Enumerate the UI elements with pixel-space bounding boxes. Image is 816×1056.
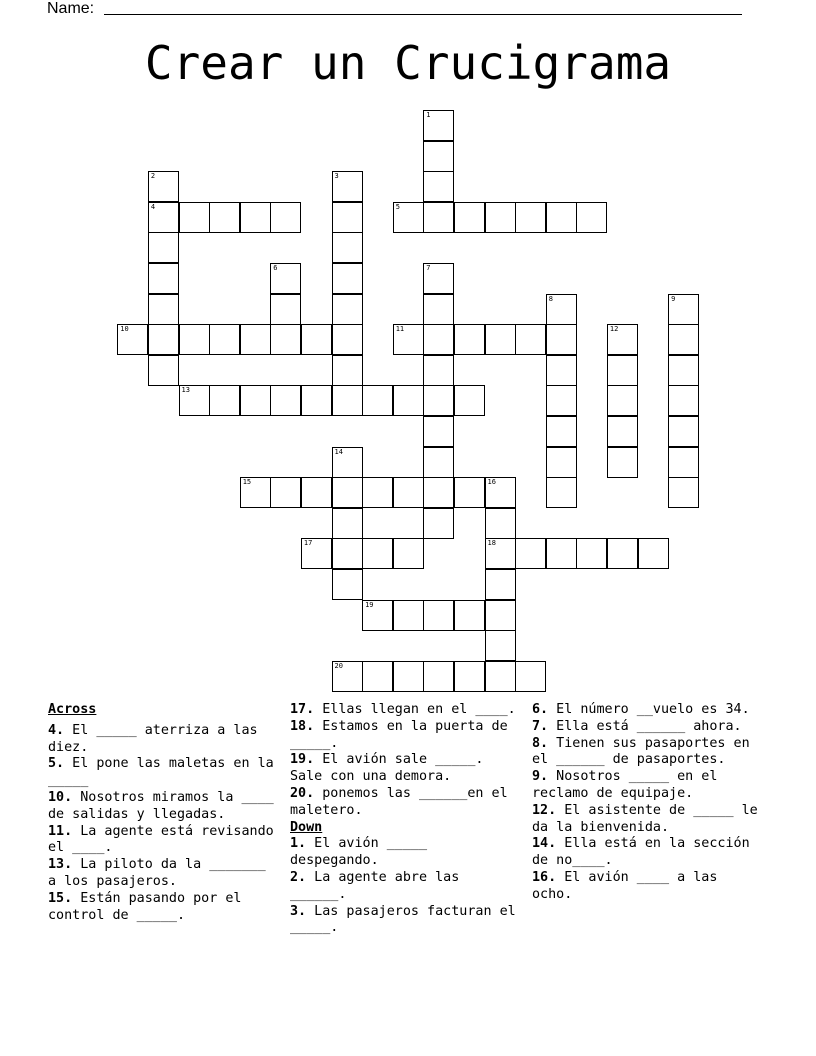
grid-cell[interactable] bbox=[332, 477, 363, 508]
grid-cell[interactable] bbox=[270, 477, 301, 508]
grid-cell[interactable] bbox=[301, 538, 332, 569]
grid-cell[interactable] bbox=[423, 600, 454, 631]
across-clue-list-continued bbox=[290, 702, 522, 820]
grid-cell[interactable] bbox=[301, 477, 332, 508]
clue-number: 18 bbox=[487, 539, 496, 548]
clue-item-text: Nosotros miramos la ____ de salidas y llegadas. bbox=[48, 789, 274, 822]
clue-item-text: La piloto da la _______ a los pasajeros. bbox=[48, 857, 266, 889]
grid-cell[interactable] bbox=[393, 661, 424, 692]
clue-item-number: 18. bbox=[290, 718, 315, 734]
clue-number: 11 bbox=[395, 325, 405, 334]
grid-cell[interactable] bbox=[668, 324, 699, 355]
clue-item bbox=[48, 756, 280, 790]
clue-item-text: El _____ aterriza a las diez. bbox=[48, 722, 258, 755]
grid-cell[interactable] bbox=[209, 324, 240, 355]
grid-cell[interactable] bbox=[270, 324, 301, 355]
grid-cell[interactable] bbox=[454, 661, 485, 692]
clue-item bbox=[48, 824, 280, 858]
grid-cell[interactable] bbox=[148, 324, 179, 355]
clue-item-number: 14. bbox=[532, 836, 557, 852]
grid-cell[interactable] bbox=[270, 263, 301, 294]
grid-cell[interactable] bbox=[332, 385, 363, 416]
grid-cell[interactable] bbox=[393, 477, 424, 508]
grid-cell[interactable] bbox=[576, 202, 607, 233]
clue-number: 4 bbox=[150, 202, 156, 211]
grid-cell[interactable] bbox=[454, 202, 485, 233]
grid-cell[interactable] bbox=[362, 661, 393, 692]
grid-cell[interactable] bbox=[485, 630, 516, 661]
clue-item bbox=[290, 836, 522, 870]
across-header: Across bbox=[48, 702, 97, 717]
clue-item-text: Estamos en la puerta de _____. bbox=[290, 718, 508, 751]
clue-number: 16 bbox=[487, 478, 496, 487]
grid-cell[interactable] bbox=[148, 202, 179, 233]
grid-cell[interactable] bbox=[332, 447, 363, 478]
clue-item bbox=[532, 702, 764, 719]
clue-item bbox=[532, 870, 764, 904]
clue-item bbox=[290, 702, 522, 719]
grid-cell[interactable] bbox=[546, 202, 577, 233]
clue-number: 14 bbox=[334, 447, 343, 456]
clue-item-text: El avión sale _____. Sale con una demora. bbox=[290, 752, 484, 785]
clue-item-text: El avión ____ a las ocho. bbox=[532, 869, 718, 902]
clue-item bbox=[290, 870, 522, 904]
grid-cell[interactable] bbox=[301, 324, 332, 355]
grid-cell[interactable] bbox=[668, 355, 699, 386]
clue-item-number: 16. bbox=[532, 869, 557, 885]
clue-number: 17 bbox=[303, 539, 313, 548]
clue-item bbox=[48, 723, 280, 757]
grid-cell[interactable] bbox=[485, 661, 516, 692]
clue-item bbox=[532, 803, 764, 837]
clue-item-number: 12. bbox=[532, 802, 557, 818]
grid-cell[interactable] bbox=[668, 385, 699, 416]
grid-cell[interactable] bbox=[148, 232, 179, 263]
clue-item-text: Están pasando por el control de _____. bbox=[48, 890, 242, 923]
grid-cell[interactable] bbox=[423, 416, 454, 447]
grid-cell[interactable] bbox=[546, 538, 577, 569]
grid-cell[interactable] bbox=[607, 447, 638, 478]
clue-item bbox=[532, 769, 764, 803]
grid-cell[interactable] bbox=[515, 661, 546, 692]
clue-item bbox=[290, 752, 522, 786]
grid-cell[interactable] bbox=[209, 385, 240, 416]
clue-number: 3 bbox=[334, 172, 339, 181]
clue-item-text: Tienen sus pasaportes en el ______ de pasaportes. bbox=[532, 735, 750, 768]
clue-item-number: 7. bbox=[532, 718, 549, 734]
grid-cell[interactable] bbox=[423, 661, 454, 692]
clue-item bbox=[290, 904, 522, 938]
grid-cell[interactable] bbox=[393, 538, 424, 569]
clue-item bbox=[532, 719, 764, 736]
down-clue-list bbox=[290, 836, 522, 937]
grid-cell[interactable] bbox=[423, 110, 454, 141]
clue-number: 12 bbox=[609, 325, 619, 334]
grid-cell[interactable] bbox=[485, 202, 516, 233]
clue-item-text: El pone las maletas en la _____ bbox=[48, 756, 274, 789]
grid-cell[interactable] bbox=[148, 171, 179, 202]
clue-item-number: 4. bbox=[48, 722, 65, 738]
clue-number: 8 bbox=[548, 294, 553, 303]
grid-cell[interactable] bbox=[485, 569, 516, 600]
clue-item-number: 5. bbox=[48, 756, 65, 772]
grid-cell[interactable] bbox=[485, 477, 516, 508]
clue-item-text: Ellas llegan en el ____. bbox=[314, 702, 516, 717]
grid-cell[interactable] bbox=[332, 232, 363, 263]
clue-item bbox=[532, 836, 764, 870]
grid-cell[interactable] bbox=[362, 385, 393, 416]
grid-cell[interactable] bbox=[668, 447, 699, 478]
clue-number: 7 bbox=[426, 264, 431, 272]
grid-cell[interactable] bbox=[485, 538, 516, 569]
grid-cell[interactable] bbox=[515, 324, 546, 355]
grid-cell[interactable] bbox=[454, 324, 485, 355]
grid-cell[interactable] bbox=[423, 508, 454, 539]
clues-column-2 bbox=[290, 702, 522, 954]
grid-cell[interactable] bbox=[240, 385, 271, 416]
clue-item-text: El número __vuelo es 34. bbox=[548, 702, 750, 717]
grid-cell[interactable] bbox=[423, 294, 454, 325]
grid-cell[interactable] bbox=[270, 385, 301, 416]
page-title: Crear un Crucigrama bbox=[144, 36, 672, 90]
grid-cell[interactable] bbox=[668, 477, 699, 508]
grid-cell[interactable] bbox=[546, 324, 577, 355]
clue-item-number: 1. bbox=[290, 836, 307, 852]
clue-item-number: 2. bbox=[290, 869, 307, 885]
grid-cell[interactable] bbox=[423, 324, 454, 355]
clue-number: 19 bbox=[365, 600, 374, 609]
grid-cell[interactable] bbox=[485, 324, 516, 355]
grid-cell[interactable] bbox=[546, 416, 577, 447]
grid-cell[interactable] bbox=[423, 202, 454, 233]
grid-cell[interactable] bbox=[332, 538, 363, 569]
grid-cell[interactable] bbox=[332, 202, 363, 233]
grid-cell[interactable] bbox=[423, 477, 454, 508]
grid-cell[interactable] bbox=[332, 508, 363, 539]
clue-number: 5 bbox=[395, 202, 400, 211]
grid-cell[interactable] bbox=[270, 202, 301, 233]
grid-cell[interactable] bbox=[454, 477, 485, 508]
clue-item-text: Las pasajeros facturan el _____. bbox=[290, 903, 516, 936]
clue-item-text: ponemos las ______en el maletero. bbox=[290, 785, 508, 818]
grid-cell[interactable] bbox=[546, 477, 577, 508]
clue-item-number: 10. bbox=[48, 789, 73, 805]
clues-column-3 bbox=[532, 702, 764, 904]
grid-cell[interactable] bbox=[423, 171, 454, 202]
grid-cell[interactable] bbox=[515, 202, 546, 233]
grid-cell[interactable] bbox=[423, 263, 454, 294]
grid-cell[interactable] bbox=[607, 385, 638, 416]
clue-item-number: 17. bbox=[290, 702, 315, 717]
grid-cell[interactable] bbox=[240, 202, 271, 233]
grid-cell[interactable] bbox=[546, 294, 577, 325]
grid-cell[interactable] bbox=[240, 324, 271, 355]
clue-number: 1 bbox=[426, 111, 431, 119]
clue-item-number: 11. bbox=[48, 823, 73, 839]
grid-cell[interactable] bbox=[148, 263, 179, 294]
clue-item-text: Ella está ______ ahora. bbox=[548, 718, 742, 734]
grid-cell[interactable] bbox=[362, 538, 393, 569]
grid-cell[interactable] bbox=[454, 385, 485, 416]
across-clue-list bbox=[48, 723, 280, 925]
clue-item bbox=[48, 891, 280, 925]
grid-cell[interactable] bbox=[117, 324, 148, 355]
clue-item-number: 15. bbox=[48, 890, 73, 906]
grid-cell[interactable] bbox=[148, 355, 179, 386]
clue-item-text: La agente abre las ______. bbox=[290, 869, 460, 902]
clue-item bbox=[48, 857, 280, 891]
clue-number: 6 bbox=[273, 264, 278, 272]
clue-item-number: 3. bbox=[290, 903, 307, 919]
grid-cell[interactable] bbox=[332, 294, 363, 325]
clue-item-text: Nosotros _____ en el reclamo de equipaje. bbox=[532, 769, 718, 801]
grid-cell[interactable] bbox=[179, 202, 210, 233]
grid-cell[interactable] bbox=[240, 477, 271, 508]
grid-cell[interactable] bbox=[423, 141, 454, 172]
grid-cell[interactable] bbox=[546, 447, 577, 478]
clue-item-text: Ella está en la sección de no____. bbox=[532, 836, 750, 869]
grid-cell[interactable] bbox=[515, 538, 546, 569]
grid-cell[interactable] bbox=[332, 661, 363, 692]
grid-cell[interactable] bbox=[179, 324, 210, 355]
grid-cell[interactable] bbox=[607, 538, 638, 569]
grid-cell[interactable] bbox=[332, 569, 363, 600]
grid-cell[interactable] bbox=[301, 385, 332, 416]
grid-cell[interactable] bbox=[393, 600, 424, 631]
grid-cell[interactable] bbox=[485, 508, 516, 539]
clue-item bbox=[290, 719, 522, 753]
grid-cell[interactable] bbox=[270, 294, 301, 325]
grid-cell[interactable] bbox=[332, 171, 363, 202]
clue-item-text: La agente está revisando el ____. bbox=[48, 823, 274, 856]
down-header: Down bbox=[290, 819, 323, 835]
clue-item bbox=[532, 736, 764, 770]
grid-cell[interactable] bbox=[607, 324, 638, 355]
clue-number: 20 bbox=[334, 661, 343, 670]
grid-cell[interactable] bbox=[576, 538, 607, 569]
clue-number: 15 bbox=[242, 478, 252, 487]
grid-cell[interactable] bbox=[148, 294, 179, 325]
grid-cell[interactable] bbox=[393, 202, 424, 233]
clue-item-number: 20. bbox=[290, 785, 315, 801]
clue-item-text: El asistente de _____ le da la bienvenida. bbox=[532, 802, 758, 835]
grid-cell[interactable] bbox=[607, 355, 638, 386]
grid-cell[interactable] bbox=[454, 600, 485, 631]
grid-cell[interactable] bbox=[485, 600, 516, 631]
grid-cell[interactable] bbox=[209, 202, 240, 233]
grid-cell[interactable] bbox=[668, 416, 699, 447]
clue-item-number: 9. bbox=[532, 769, 549, 785]
grid-cell[interactable] bbox=[546, 355, 577, 386]
down-clue-list-continued bbox=[532, 702, 764, 904]
grid-cell[interactable] bbox=[546, 385, 577, 416]
clue-item-number: 19. bbox=[290, 752, 315, 768]
grid-cell[interactable] bbox=[362, 477, 393, 508]
clue-item bbox=[48, 790, 280, 824]
clue-number: 9 bbox=[671, 294, 676, 303]
clue-item-number: 8. bbox=[532, 735, 549, 751]
clue-number: 10 bbox=[120, 325, 129, 334]
clue-number: 13 bbox=[181, 386, 190, 395]
clues-column-1 bbox=[48, 702, 280, 924]
grid-cell[interactable] bbox=[638, 538, 669, 569]
name-label: Name: bbox=[47, 0, 95, 17]
grid-cell[interactable] bbox=[668, 294, 699, 325]
grid-cell[interactable] bbox=[332, 263, 363, 294]
clue-item-number: 13. bbox=[48, 857, 73, 873]
grid-cell[interactable] bbox=[393, 385, 424, 416]
clue-number: 2 bbox=[150, 172, 156, 181]
clue-item bbox=[290, 786, 522, 820]
clue-item-number: 6. bbox=[532, 702, 549, 717]
grid-cell[interactable] bbox=[393, 324, 424, 355]
grid-cell[interactable] bbox=[423, 355, 454, 386]
grid-cell[interactable] bbox=[332, 355, 363, 386]
grid-cell[interactable] bbox=[362, 600, 393, 631]
grid-cell[interactable] bbox=[423, 385, 454, 416]
grid-cell[interactable] bbox=[179, 385, 210, 416]
clue-item-text: El avión _____ despegando. bbox=[290, 836, 428, 869]
grid-cell[interactable] bbox=[423, 447, 454, 478]
grid-cell[interactable] bbox=[332, 324, 363, 355]
grid-cell[interactable] bbox=[607, 416, 638, 447]
